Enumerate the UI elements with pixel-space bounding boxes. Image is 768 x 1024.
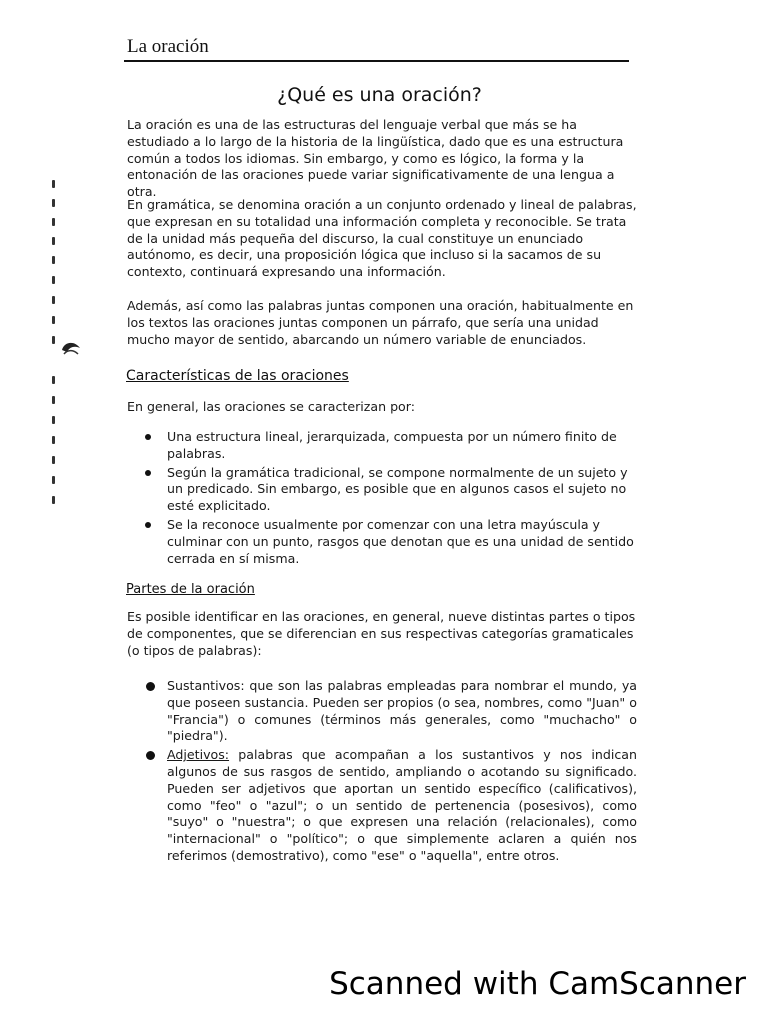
list-item xyxy=(127,429,637,463)
paragraph-intro: La oración es una de las estructuras del lenguaje verbal que más se ha estudiado a lo largo de la historia de la lingüística, dado que es una estructura común a todos los idiomas. Sin embargo, y como es lógico, la forma y la entonación de las oraciones puede variar significativamente de una lengua a otra. xyxy=(127,117,624,200)
list-item-term: Adjetivos: xyxy=(167,747,230,763)
section-heading-caracteristicas: Características de las oraciones xyxy=(126,368,349,384)
bullet-icon xyxy=(146,751,155,760)
partes-intro: Es posible identificar en las oraciones, en general, nueve distintas partes o tipos de componentes, que se diferencian en sus respectivas categorías gramaticales (o tipos de palabras): xyxy=(127,609,636,658)
caracteristicas-intro: En general, las oraciones se caracterizan por: xyxy=(127,399,415,414)
list-item-text: Una estructura lineal, jerarquizada, compuesta por un número finito de palabras. xyxy=(167,429,617,461)
section-heading-partes: Partes de la oración xyxy=(126,582,255,597)
bullet-icon xyxy=(145,470,151,476)
list-item-text: Según la gramática tradicional, se compone normalmente de un sujeto y un predicado. Sin embargo, es posible que en algunos casos el sujeto no esté explicitado. xyxy=(167,464,628,514)
document-header-title: La oración xyxy=(127,36,209,57)
list-item-text: palabras que acompañan a los sustantivos y nos indican algunos de sus rasgos de sentido, ampliando o acotando su significado. Pueden ser adjetivos que aportan un sentido específico (calificativos), como "feo" o "azul"; o un sentido de pertenencia (posesivos), como "suyo" o "nuestra"; o que expresen una relación (relacionales), como "internacional" o "político"; o que simplemente aclaren a quién nos referimos (demostrativo), como "ese" o "aquella", entre otros. xyxy=(167,747,637,863)
list-item xyxy=(127,465,637,515)
paragraph-parrafo: Además, así como las palabras juntas componen una oración, habitualmente en los textos las oraciones juntas componen un párrafo, que sería una unidad mucho mayor de sentido, abarcando un número variable de enunciados. xyxy=(127,298,634,347)
bullet-icon xyxy=(145,434,151,440)
bullet-icon xyxy=(145,522,151,528)
bullet-icon xyxy=(146,682,155,691)
paragraph-definition: En gramática, se denomina oración a un conjunto ordenado y lineal de palabras, que expresan en su totalidad una información completa y reconocible. Se trata de la unidad más pequeña del discurso, la cual constituye un enunciado autónomo, es decir, una proposición lógica que incluso si la sacamos de su contexto, continuará expresando una información. xyxy=(127,197,637,280)
page-title: ¿Qué es una oración? xyxy=(277,84,482,106)
list-item xyxy=(127,747,637,865)
scanner-watermark: Scanned with CamScanner xyxy=(329,966,746,1002)
list-item-text: Se la reconoce usualmente por comenzar con una letra mayúscula y culminar con un punto, rasgos que denotan que es una unidad de sentido cerrada en sí misma. xyxy=(167,516,634,566)
partes-list xyxy=(127,678,637,867)
header-rule xyxy=(124,60,629,62)
list-item-text: Sustantivos: que son las palabras empleadas para nombrar el mundo, ya que poseen sustancia. Pueden ser propios (o sea, nombres, como "Juan" o "Francia") o comunes (términos más generales, como "muchacho" o "piedra"). xyxy=(167,678,637,744)
caracteristicas-list xyxy=(127,429,637,569)
list-item xyxy=(127,517,637,567)
list-item xyxy=(127,678,637,745)
binder-clip-mark xyxy=(60,340,82,358)
